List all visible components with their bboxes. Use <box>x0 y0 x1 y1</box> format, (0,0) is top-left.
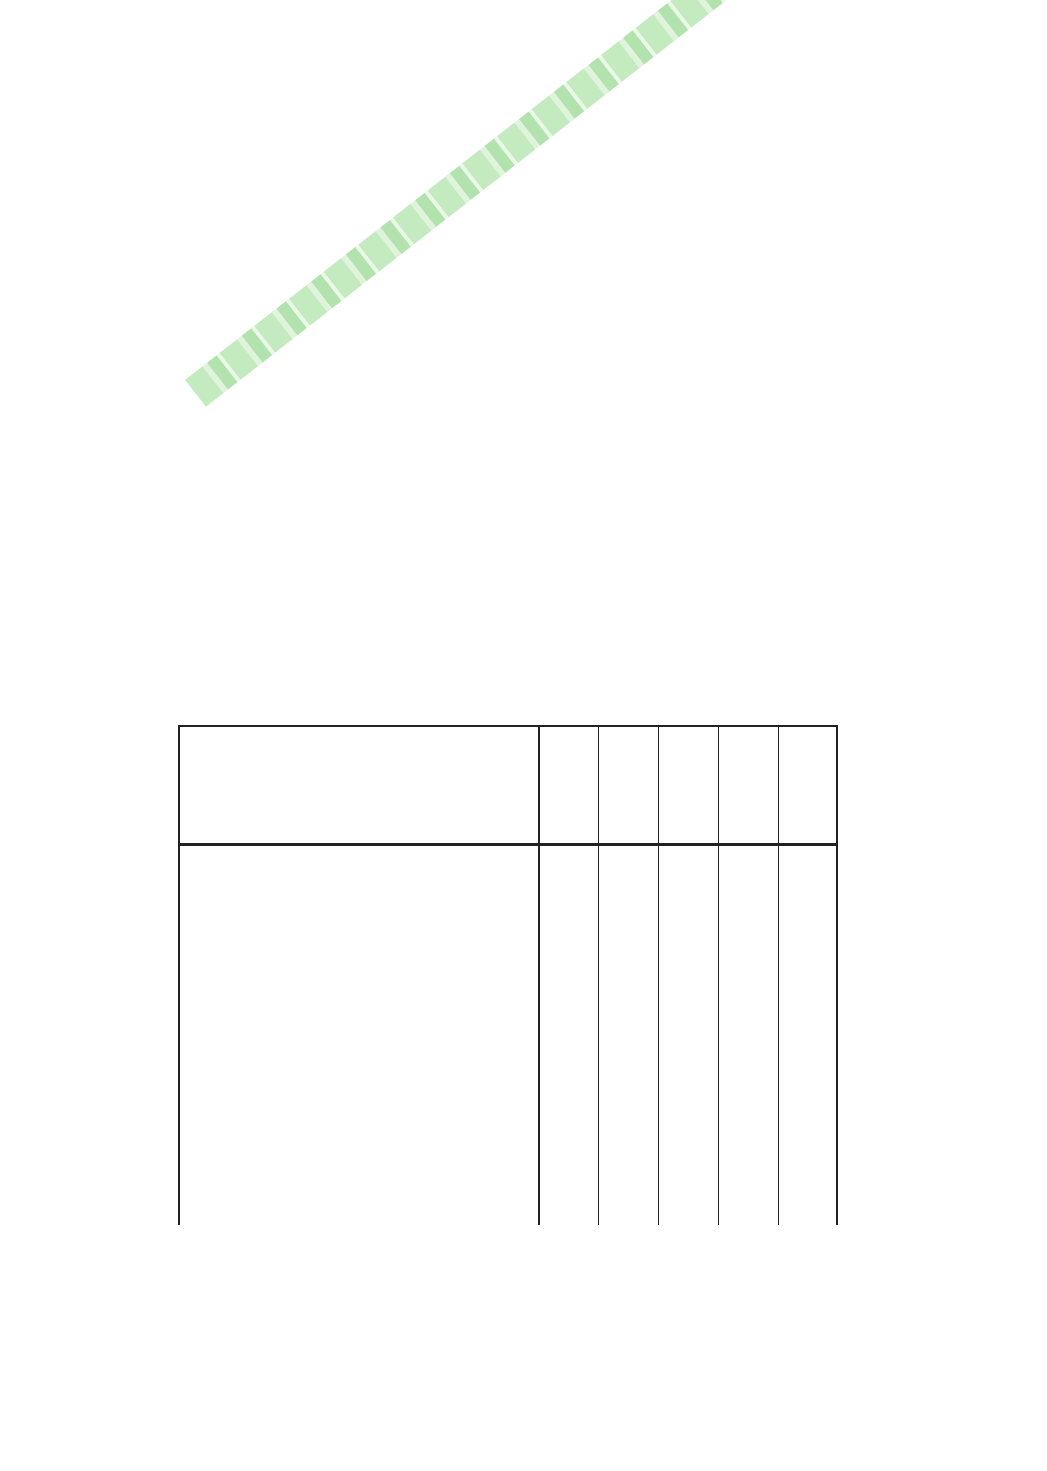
col-header-safronov <box>660 731 720 819</box>
table-header-rule-2 <box>178 845 838 846</box>
col-header-darafantikov <box>600 731 660 819</box>
col-header-rzhevsk <box>540 731 600 819</box>
table-left-rule <box>178 725 180 1225</box>
table-top-rule <box>178 725 838 727</box>
green-watermark-stripe <box>185 0 852 407</box>
sort-table <box>178 725 838 1225</box>
col-header-vereshchen <box>720 731 780 819</box>
col-header-nechaev <box>780 731 840 819</box>
